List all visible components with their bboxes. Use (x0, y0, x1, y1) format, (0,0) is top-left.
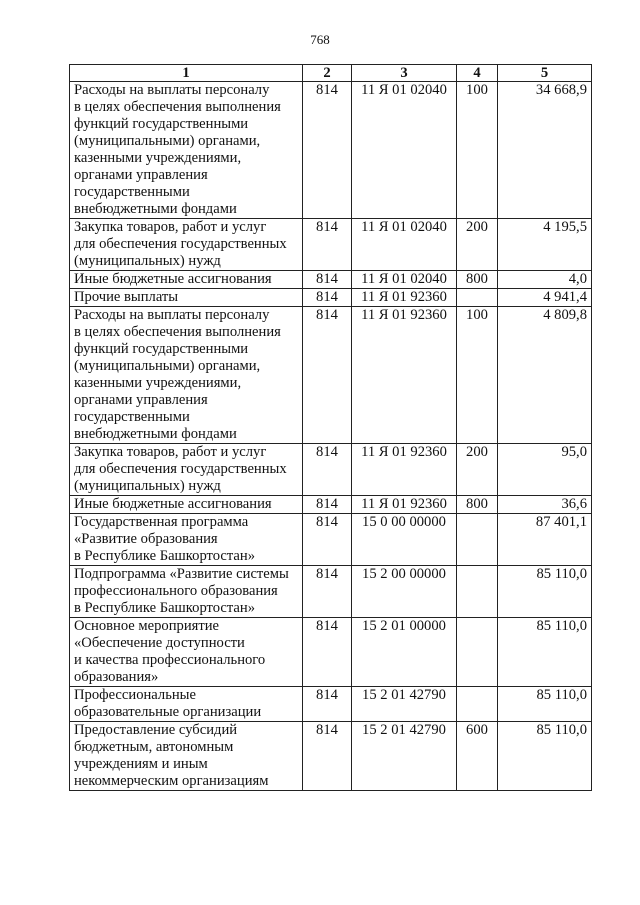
target-article-cell: 11 Я 01 92360 (352, 496, 457, 514)
table-row (70, 219, 592, 271)
amount-cell: 4 809,8 (498, 307, 592, 444)
expense-name-line: для обеспечения государственных (74, 461, 287, 477)
amount-cell: 34 668,9 (498, 82, 592, 219)
expense-name-line: (муниципальными) органами, (74, 358, 261, 374)
expense-name-line: Предоставление субсидий (74, 722, 238, 738)
expense-type-cell: 100 (457, 82, 498, 219)
expense-name-line: Иные бюджетные ассигнования (74, 496, 272, 512)
expense-name-line: (муниципальных) нужд (74, 253, 221, 269)
expense-name-line: в целях обеспечения выполнения (74, 99, 281, 115)
table-row (70, 514, 592, 566)
target-article-cell: 11 Я 01 92360 (352, 307, 457, 444)
admin-code-cell: 814 (303, 219, 352, 271)
expense-name-cell (70, 514, 303, 566)
table-row (70, 722, 592, 791)
expense-name-cell (70, 307, 303, 444)
target-article-cell: 15 2 00 00000 (352, 566, 457, 618)
expense-name-line: казенными учреждениями, (74, 150, 242, 166)
column-header: 4 (457, 65, 498, 82)
target-article-cell: 15 0 00 00000 (352, 514, 457, 566)
expense-name-line: в целях обеспечения выполнения (74, 324, 281, 340)
table-body (70, 82, 592, 791)
target-article-cell: 11 Я 01 02040 (352, 82, 457, 219)
expense-name-line: образовательные организации (74, 704, 262, 720)
admin-code-cell: 814 (303, 82, 352, 219)
expense-name-line: «Развитие образования (74, 531, 218, 547)
expense-name-line: Расходы на выплаты персоналу (74, 307, 270, 323)
admin-code-cell: 814 (303, 289, 352, 307)
amount-cell: 85 110,0 (498, 687, 592, 722)
expense-name-line: учреждениям и иным (74, 756, 208, 772)
expense-name-line: органами управления (74, 392, 208, 408)
expense-name-cell (70, 444, 303, 496)
admin-code-cell: 814 (303, 566, 352, 618)
admin-code-cell: 814 (303, 444, 352, 496)
expense-name-line: Основное мероприятие (74, 618, 220, 634)
expense-name-cell (70, 289, 303, 307)
expense-name-line: и качества профессионального (74, 652, 266, 668)
expense-type-cell: 200 (457, 444, 498, 496)
expense-name-line: казенными учреждениями, (74, 375, 242, 391)
page-number: 768 (310, 32, 330, 47)
expense-type-cell (457, 289, 498, 307)
table-row (70, 618, 592, 687)
expense-name-cell (70, 687, 303, 722)
amount-cell: 85 110,0 (498, 618, 592, 687)
target-article-cell: 15 2 01 42790 (352, 687, 457, 722)
admin-code-cell: 814 (303, 722, 352, 791)
expense-name-cell (70, 82, 303, 219)
column-header: 5 (498, 65, 592, 82)
expense-name-line: внебюджетными фондами (74, 426, 237, 442)
expense-name-cell (70, 722, 303, 791)
expense-name-line: функций государственными (74, 116, 249, 132)
expense-name-line: некоммерческим организациям (74, 773, 269, 789)
admin-code-cell: 814 (303, 618, 352, 687)
expense-name-line: в Республике Башкортостан» (74, 548, 256, 564)
expense-name-line: Закупка товаров, работ и услуг (74, 219, 267, 235)
target-article-cell: 11 Я 01 02040 (352, 271, 457, 289)
column-header: 3 (352, 65, 457, 82)
budget-table (69, 64, 592, 791)
admin-code-cell: 814 (303, 307, 352, 444)
table-row (70, 444, 592, 496)
expense-name-cell (70, 219, 303, 271)
target-article-cell: 11 Я 01 92360 (352, 444, 457, 496)
expense-name-line: органами управления (74, 167, 208, 183)
table-row (70, 82, 592, 219)
expense-name-line: бюджетным, автономным (74, 739, 234, 755)
table-row (70, 687, 592, 722)
expense-name-line: (муниципальными) органами, (74, 133, 261, 149)
expense-name-line: Иные бюджетные ассигнования (74, 271, 272, 287)
amount-cell: 85 110,0 (498, 722, 592, 791)
expense-name-line: профессионального образования (74, 583, 278, 599)
expense-name-line: государственными (74, 184, 190, 200)
expense-name-line: Профессиональные (74, 687, 196, 703)
expense-name-line: функций государственными (74, 341, 249, 357)
expense-name-line: образования» (74, 669, 159, 685)
expense-name-line: Закупка товаров, работ и услуг (74, 444, 267, 460)
expense-type-cell: 100 (457, 307, 498, 444)
target-article-cell: 15 2 01 42790 (352, 722, 457, 791)
expense-name-line: для обеспечения государственных (74, 236, 287, 252)
amount-cell: 95,0 (498, 444, 592, 496)
expense-type-cell: 600 (457, 722, 498, 791)
table-row (70, 271, 592, 289)
amount-cell: 87 401,1 (498, 514, 592, 566)
table-row (70, 289, 592, 307)
expense-name-line: внебюджетными фондами (74, 201, 237, 217)
expense-name-line: Прочие выплаты (74, 289, 179, 305)
expense-type-cell: 200 (457, 219, 498, 271)
table-row (70, 496, 592, 514)
expense-type-cell: 800 (457, 496, 498, 514)
expense-name-line: «Обеспечение доступности (74, 635, 245, 651)
expense-type-cell (457, 514, 498, 566)
expense-type-cell (457, 618, 498, 687)
column-header: 1 (70, 65, 303, 82)
expense-name-line: (муниципальных) нужд (74, 478, 221, 494)
amount-cell: 4 941,4 (498, 289, 592, 307)
target-article-cell: 15 2 01 00000 (352, 618, 457, 687)
header-row (70, 65, 592, 82)
expense-name-cell (70, 618, 303, 687)
expense-name-line: Расходы на выплаты персоналу (74, 82, 270, 98)
expense-name-cell (70, 496, 303, 514)
expense-type-cell (457, 687, 498, 722)
admin-code-cell: 814 (303, 514, 352, 566)
amount-cell: 85 110,0 (498, 566, 592, 618)
admin-code-cell: 814 (303, 271, 352, 289)
expense-name-line: Государственная программа (74, 514, 249, 530)
column-header: 2 (303, 65, 352, 82)
admin-code-cell: 814 (303, 687, 352, 722)
amount-cell: 4 195,5 (498, 219, 592, 271)
expense-type-cell (457, 566, 498, 618)
target-article-cell: 11 Я 01 02040 (352, 219, 457, 271)
target-article-cell: 11 Я 01 92360 (352, 289, 457, 307)
expense-name-cell (70, 566, 303, 618)
expense-name-line: Подпрограмма «Развитие системы (74, 566, 289, 582)
amount-cell: 36,6 (498, 496, 592, 514)
admin-code-cell: 814 (303, 496, 352, 514)
expense-type-cell: 800 (457, 271, 498, 289)
expense-name-line: государственными (74, 409, 190, 425)
amount-cell: 4,0 (498, 271, 592, 289)
table-row (70, 566, 592, 618)
expense-name-line: в Республике Башкортостан» (74, 600, 256, 616)
table-row (70, 307, 592, 444)
expense-name-cell (70, 271, 303, 289)
